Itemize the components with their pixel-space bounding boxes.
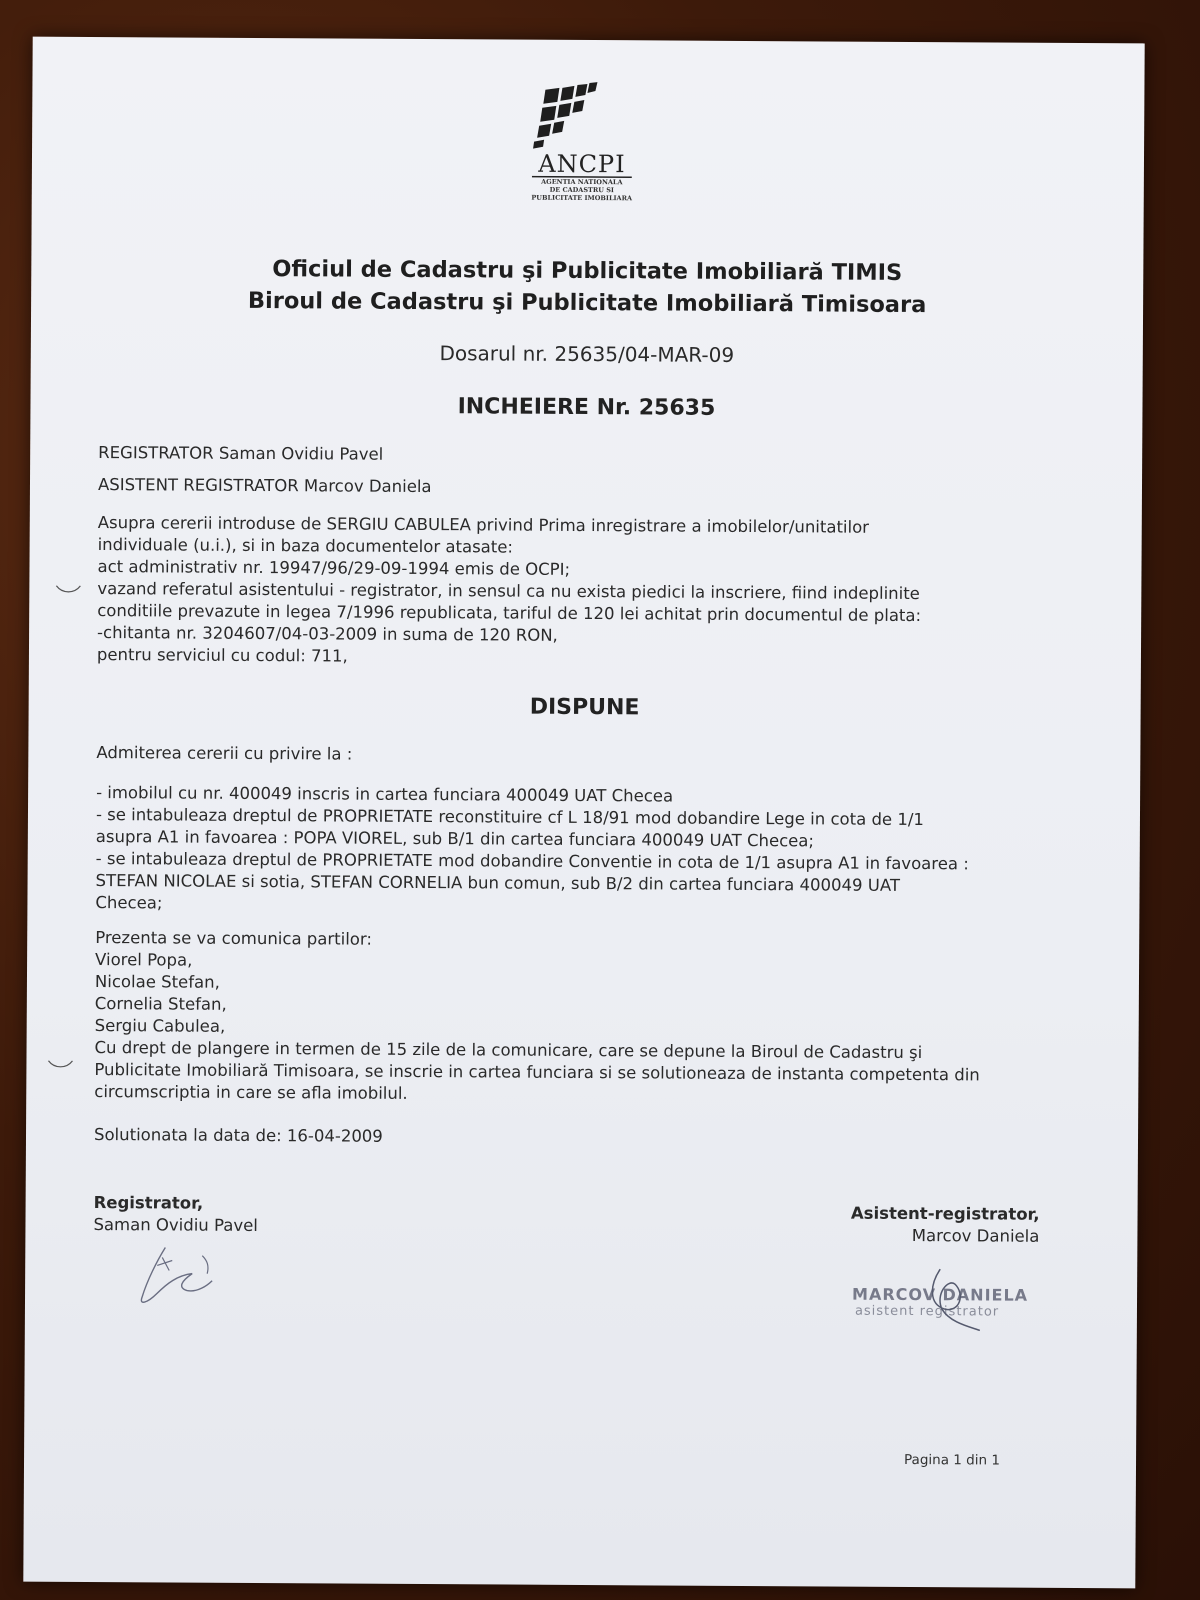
comunicare-line: Prezenta se va comunica partilor: [95, 928, 373, 949]
admiterea-line: Admiterea cererii cu privire la : [96, 743, 353, 764]
registrator-title: Registrator, [93, 1193, 204, 1213]
bureau-title: Biroul de Cadastru şi Publicitate Imobiliară Timisoara [247, 287, 927, 319]
stamp-role: asistent registrator [854, 1303, 1000, 1320]
registrator-signature [117, 1235, 227, 1311]
body-line: -chitanta nr. 3204607/04-03-2009 in suma de 120 RON, [97, 623, 558, 645]
item-line: Checea; [95, 893, 163, 913]
body-line: pentru serviciul cu codul: 711, [96, 645, 348, 666]
margin-tick [54, 582, 84, 597]
logo-subtitle-line: PUBLICITATE IMOBILIARA [531, 193, 633, 203]
logo-subtitle-line: AGENTIA NATIONALA [541, 177, 623, 187]
comunicare-line: Publicitate Imobiliară Timisoara, se inscrie in cartea funciara si se solutioneaza de instanta competenta din [94, 1060, 980, 1085]
dispune-heading: DISPUNE [529, 694, 640, 721]
comunicare-line: Cu drept de plangere in termen de 15 zile de la comunicare, care se depune la Biroul de Cadastru şi [94, 1038, 923, 1063]
item-line: asupra A1 in favoarea : POPA VIOREL, sub B/1 din cartea funciara 400049 UAT Checea; [95, 827, 815, 851]
comunicare-line: Cornelia Stefan, [94, 994, 227, 1014]
registrator-name: Saman Ovidiu Pavel [93, 1215, 258, 1236]
body-line: act administrativ nr. 19947/96/29-09-1994 emis de OCPI; [97, 557, 571, 579]
logo-subtitle [517, 178, 647, 203]
solutionata-date: Solutionata la data de: 16-04-2009 [93, 1125, 383, 1146]
body-line: vazand referatul asistentului - registrator, in sensul ca nu exista piedici la inscriere, fiind indeplinite [97, 579, 920, 604]
comunicare-line: Nicolae Stefan, [94, 972, 220, 992]
body-line: individuale (u.i.), si in baza documentelor atasate: [97, 535, 514, 557]
asistent-name: Marcov Daniela [911, 1226, 1040, 1246]
ancpi-logo [517, 80, 658, 211]
document-page [23, 37, 1144, 1589]
item-line: STEFAN NICOLAE si sotia, STEFAN CORNELIA bun comun, sub B/2 din cartea funciara 400049 UAT [95, 871, 901, 895]
item-line: - se intabuleaza dreptul de PROPRIETATE mod dobandire Conventie in cota de 1/1 asupra A1 in favoarea : [95, 849, 969, 874]
item-line: - se intabuleaza dreptul de PROPRIETATE reconstituire cf L 18/91 mod dobandire Lege in cota de 1/1 [95, 805, 924, 830]
stamp-name: MARCOV DANIELA [852, 1284, 1029, 1305]
dosar-number: Dosarul nr. 25635/04-MAR-09 [439, 341, 735, 367]
logo-name: ANCPI [538, 149, 626, 179]
comunicare-line: Sergiu Cabulea, [94, 1016, 226, 1036]
registrator-line: REGISTRATOR Saman Ovidiu Pavel [98, 443, 384, 464]
asistent-line: ASISTENT REGISTRATOR Marcov Daniela [97, 475, 432, 497]
comunicare-line: circumscriptia in care se afla imobilul. [94, 1082, 408, 1103]
office-title: Oficiul de Cadastru şi Publicitate Imobiliară TIMIS [272, 256, 903, 286]
comunicare-line: Viorel Popa, [95, 950, 193, 970]
body-line: Asupra cererii introduse de SERGIU CABULEA privind Prima inregistrare a imobilelor/unitatilor [97, 513, 870, 537]
logo-subtitle-line: DE CADASTRU SI [549, 185, 614, 195]
asistent-title: Asistent-registrator, [850, 1203, 1040, 1224]
ancpi-logo-graphic [517, 80, 647, 151]
margin-tick [46, 1057, 76, 1072]
asistent-signature [920, 1264, 990, 1334]
body-line: conditiile prevazute in legea 7/1996 republicata, tariful de 120 lei achitat prin documentul de plata: [97, 601, 922, 626]
item-line: - imobilul cu nr. 400049 inscris in cartea funciara 400049 UAT Checea [96, 783, 674, 806]
incheiere-title: INCHEIERE Nr. 25635 [457, 394, 716, 421]
page-number: Pagina 1 din 1 [904, 1451, 1000, 1469]
